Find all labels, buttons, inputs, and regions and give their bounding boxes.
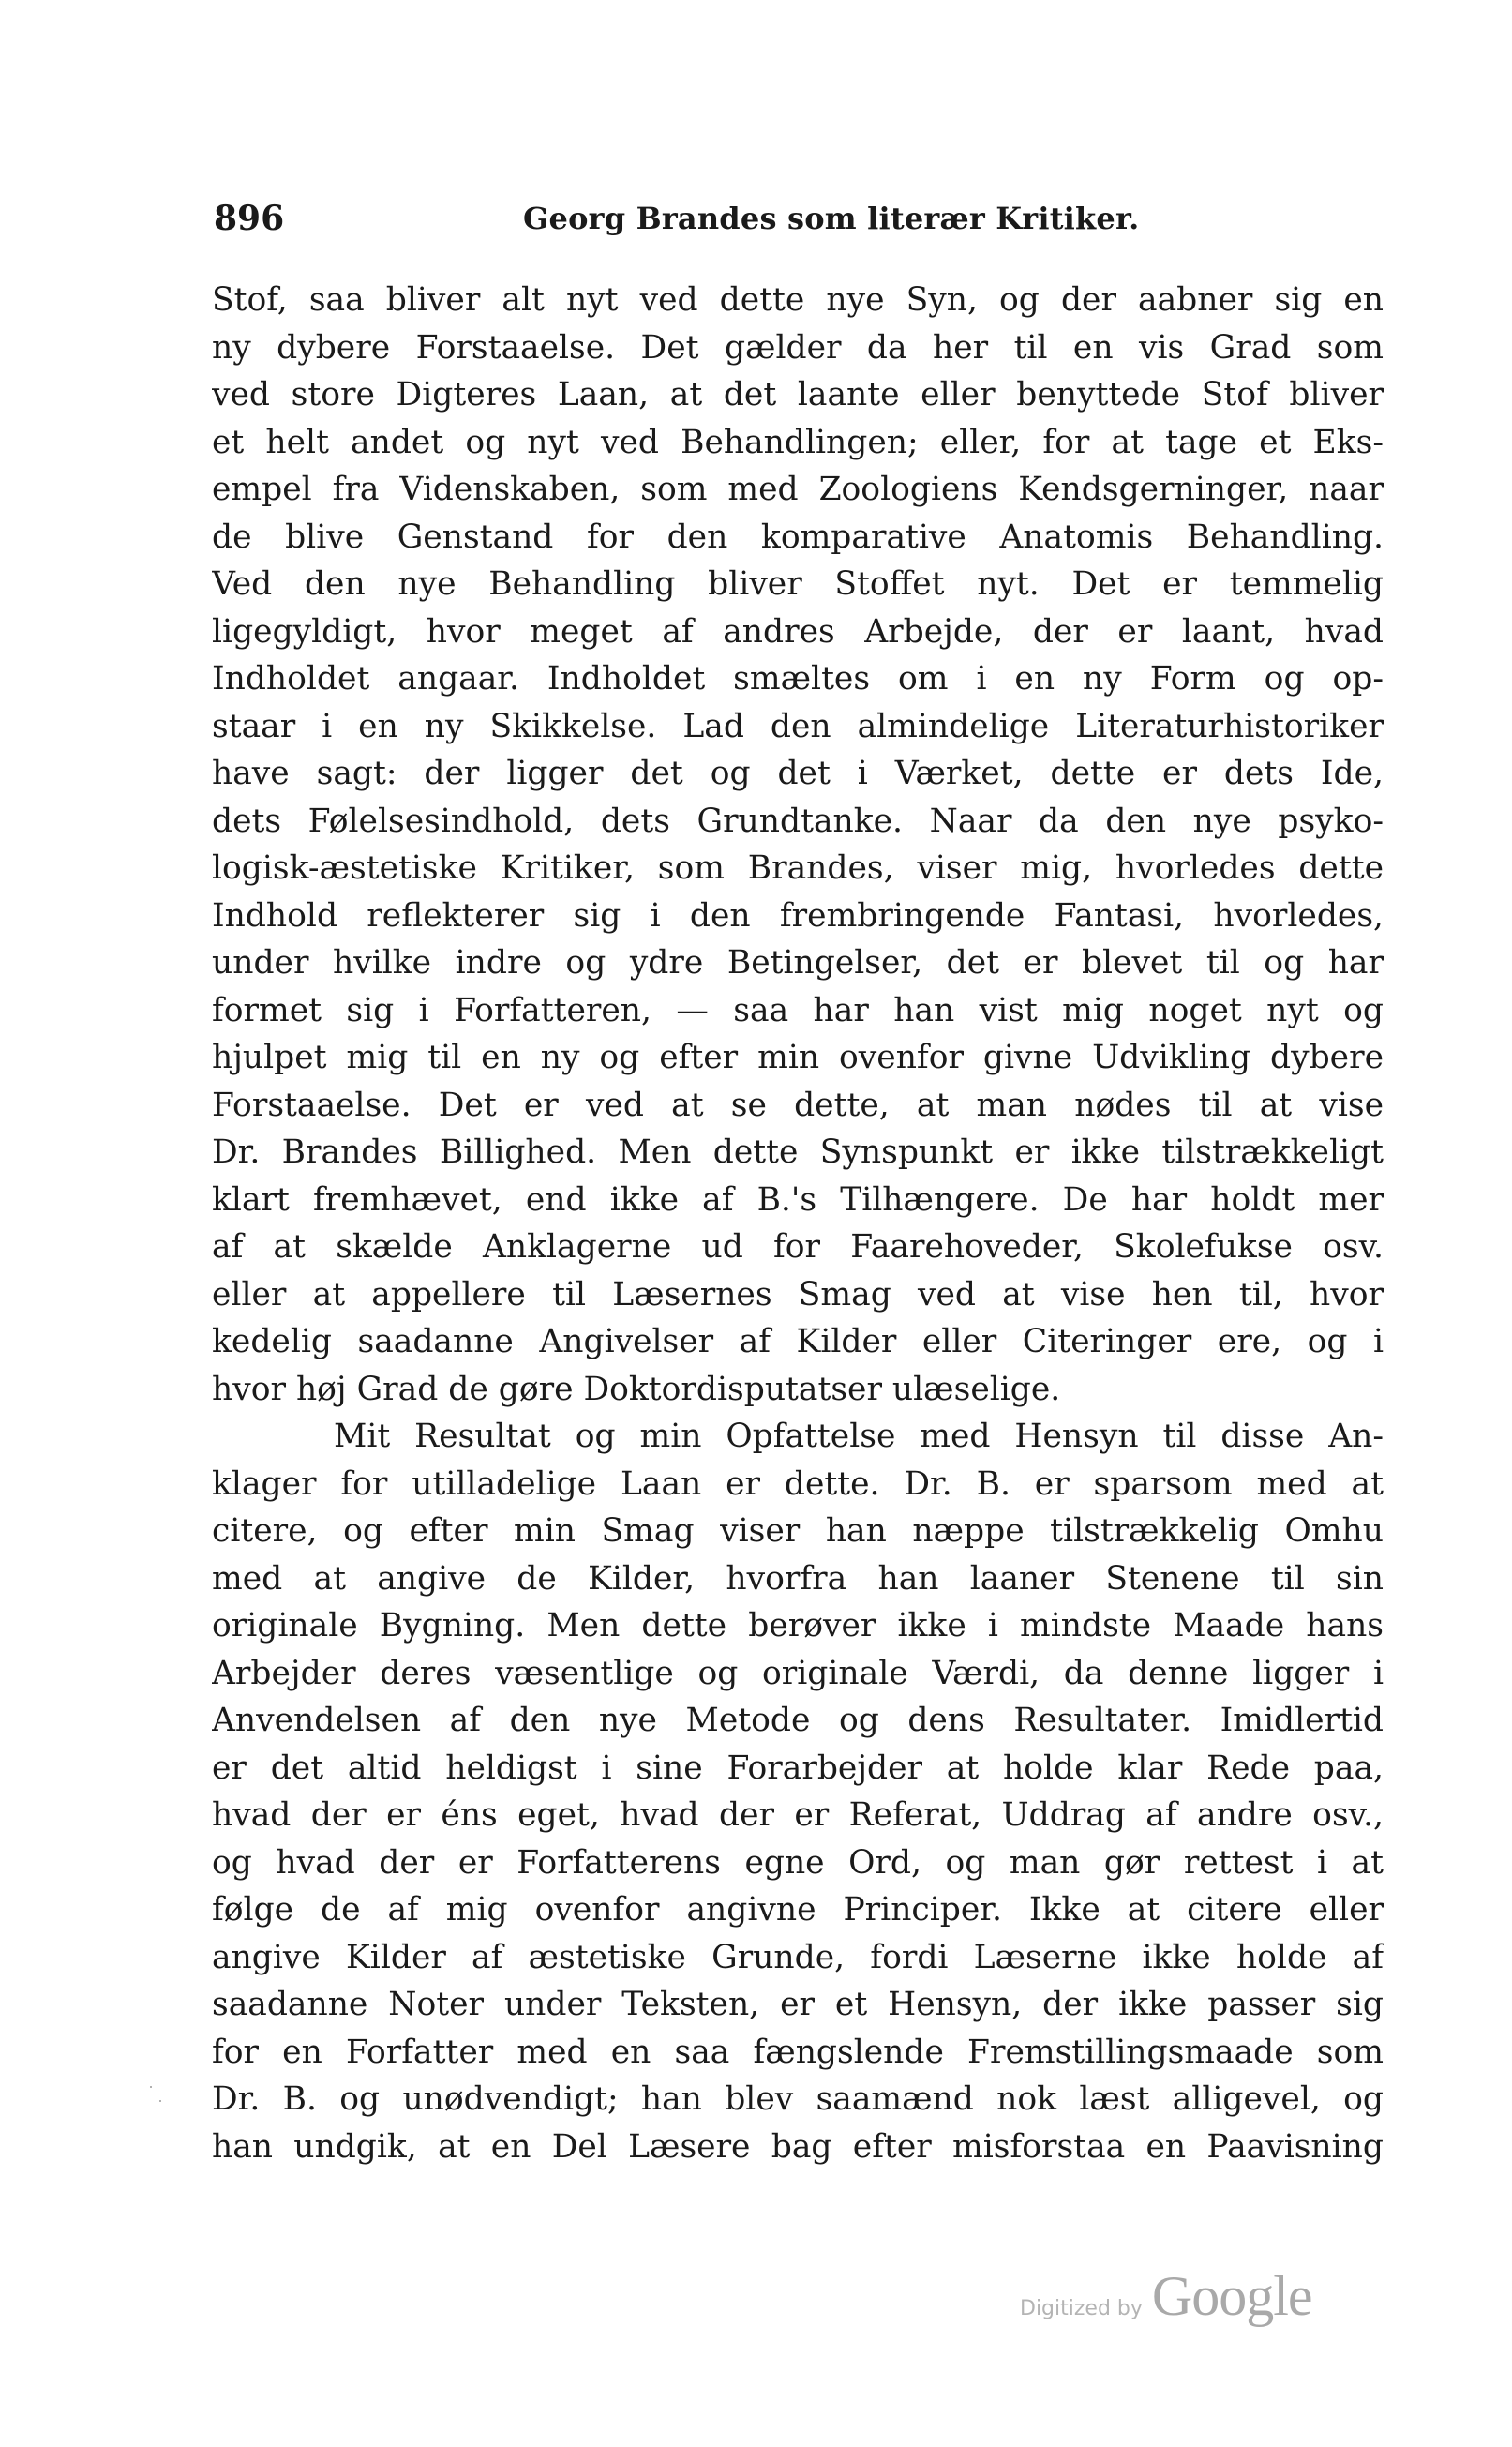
text-line: Anvendelsen af den nye Metode og dens Resultater. Imidlertid [212, 1702, 1384, 1739]
page-number: 896 [214, 199, 285, 238]
text-line: ved store Digteres Laan, at det laante eller benyttede Stof bliver [212, 376, 1384, 413]
text-line: Dr. B. og unødvendigt; han blev saamænd nok læst alligevel, og [212, 2080, 1384, 2118]
text-line: Forstaaelse. Det er ved at se dette, at man nødes til at vise [212, 1086, 1384, 1124]
text-line: empel fra Videnskaben, som med Zoologiens Kendsgerninger, naar [212, 471, 1384, 508]
text-line: logisk-æstetiske Kritiker, som Brandes, viser mig, hvorledes dette [212, 849, 1384, 887]
page-header [214, 195, 1381, 242]
paragraph-end-line: hvor høj Grad de gøre Doktordisputatser ulæselige. [212, 1370, 1061, 1408]
text-line: Indhold reflekterer sig i den frembringende Fantasi, hvorledes, [212, 896, 1384, 935]
text-line: Arbejder deres væsentlige og originale Værdi, da denne ligger i [212, 1654, 1384, 1692]
text-line: Dr. Brandes Billighed. Men dette Synspunkt er ikke tilstrækkeligt [212, 1133, 1384, 1171]
text-line: følge de af mig ovenfor angivne Principer. Ikke at citere eller [212, 1891, 1384, 1929]
running-title: Georg Brandes som literær Kritiker. [523, 201, 1140, 236]
text-line: citere, og efter min Smag viser han næppe tilstrækkelig Omhu [212, 1512, 1384, 1550]
text-line: eller at appellere til Læsernes Smag ved at vise hen til, hvor [212, 1275, 1384, 1314]
text-line: et helt andet og nyt ved Behandlingen; eller, for at tage et Eks- [212, 423, 1384, 461]
scan-speck [159, 2100, 161, 2102]
text-line: angive Kilder af æstetiske Grunde, fordi Læserne ikke holde af [212, 1938, 1384, 1976]
text-line: Stof, saa bliver alt nyt ved dette nye Syn, og der aabner sig en [212, 281, 1384, 319]
text-line: han undgik, at en Del Læsere bag efter misforstaa en Paavisning [212, 2127, 1384, 2166]
text-line: er det altid heldigst i sine Forarbejder at holde klar Rede paa, [212, 1749, 1384, 1787]
text-line: hvad der er éns eget, hvad der er Referat, Uddrag af andre osv., [212, 1796, 1384, 1834]
text-line: dets Følelsesindhold, dets Grundtanke. Naar da den nye psyko- [212, 802, 1384, 840]
text-line: Indholdet angaar. Indholdet smæltes om i en ny Form og op- [212, 660, 1384, 698]
text-line: Ved den nye Behandling bliver Stoffet nyt. Det er temmelig [212, 565, 1384, 603]
text-line: for en Forfatter med en saa fængslende Fremstillingsmaade som [212, 2033, 1384, 2071]
text-line: klart fremhævet, end ikke af B.'s Tilhængere. De har holdt mer [212, 1180, 1384, 1219]
text-line: ligegyldigt, hvor meget af andres Arbejde, der er laant, hvad [212, 612, 1384, 651]
text-line: hjulpet mig til en ny og efter min ovenfor givne Udvikling dybere [212, 1039, 1384, 1076]
text-line: saadanne Noter under Teksten, er et Hensyn, der ikke passer sig [212, 1986, 1384, 2023]
text-line: formet sig i Forfatteren, — saa har han vist mig noget nyt og [212, 991, 1384, 1029]
paragraph-start-line: Mit Resultat og min Opfattelse med Hensyn til disse An- [334, 1418, 1384, 1455]
text-line: ny dybere Forstaaelse. Det gælder da her til en vis Grad som [212, 328, 1384, 367]
text-line: af at skælde Anklagerne ud for Faarehoveder, Skolefukse osv. [212, 1228, 1384, 1266]
body-text [212, 277, 1384, 2170]
google-logo: Google [1151, 2265, 1312, 2327]
text-line: have sagt: der ligger det og det i Værket, dette er dets Ide, [212, 755, 1384, 792]
text-line: staar i en ny Skikkelse. Lad den almindelige Literaturhistoriker [212, 707, 1384, 745]
digitized-watermark [1020, 2264, 1312, 2330]
scan-speck [150, 2086, 152, 2088]
text-line: klager for utilladelige Laan er dette. Dr. B. er sparsom med at [212, 1464, 1384, 1503]
watermark-prefix: Digitized by [1020, 2297, 1143, 2320]
text-line: kedelig saadanne Angivelser af Kilder eller Citeringer ere, og i [212, 1323, 1384, 1360]
text-line: under hvilke indre og ydre Betingelser, det er blevet til og har [212, 944, 1384, 982]
text-line: originale Bygning. Men dette berøver ikke i mindste Maade hans [212, 1607, 1384, 1644]
text-line: og hvad der er Forfatterens egne Ord, og man gør rettest i at [212, 1843, 1384, 1882]
text-line: med at angive de Kilder, hvorfra han laaner Stenene til sin [212, 1559, 1384, 1598]
text-line: de blive Genstand for den komparative Anatomis Behandling. [212, 518, 1384, 556]
